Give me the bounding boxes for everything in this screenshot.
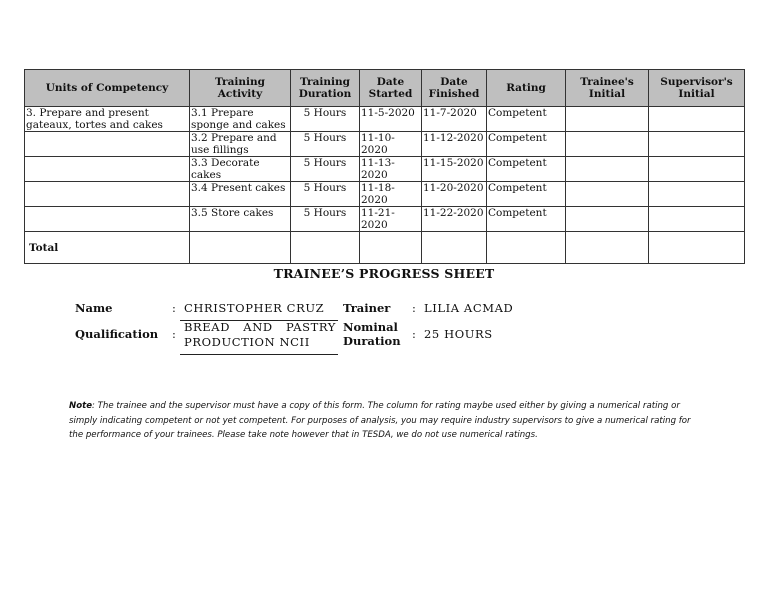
qualification-value-line2: PRODUCTION NCII xyxy=(184,335,310,349)
name-colon: : xyxy=(172,301,176,315)
cell-date-started: 11-5-2020 xyxy=(360,107,422,132)
cell-supervisor-initial[interactable] xyxy=(649,157,745,182)
cell-date-started: 11-13-2020 xyxy=(360,157,422,182)
nominal-colon: : xyxy=(412,327,416,341)
cell-rating: Competent xyxy=(487,157,566,182)
nominal-duration-label-2: Duration xyxy=(343,334,401,348)
cell-trainee-initial[interactable] xyxy=(566,157,649,182)
table-header-row xyxy=(25,70,745,107)
header-date-started: Date Started xyxy=(360,70,422,107)
cell-rating: Competent xyxy=(487,107,566,132)
cell-unit xyxy=(25,182,190,207)
total-cell xyxy=(487,232,566,264)
cell-unit xyxy=(25,157,190,182)
header-rating: Rating xyxy=(487,70,566,107)
cell-unit: 3. Prepare and present gateaux, tortes and cakes xyxy=(25,107,190,132)
note-label: Note xyxy=(69,401,93,411)
qualification-colon: : xyxy=(172,327,176,341)
note-paragraph xyxy=(69,399,699,443)
table-row xyxy=(25,182,745,207)
cell-trainee-initial[interactable] xyxy=(566,107,649,132)
table-row xyxy=(25,107,745,132)
total-row xyxy=(25,232,745,264)
table-row xyxy=(25,132,745,157)
cell-date-finished: 11-22-2020 xyxy=(422,207,487,232)
table-row xyxy=(25,157,745,182)
cell-duration: 5 Hours xyxy=(291,157,360,182)
qualification-label: Qualification xyxy=(75,327,159,341)
total-cell xyxy=(566,232,649,264)
cell-date-started: 11-18-2020 xyxy=(360,182,422,207)
cell-duration: 5 Hours xyxy=(291,132,360,157)
trainer-label: Trainer xyxy=(343,301,391,315)
cell-unit xyxy=(25,207,190,232)
cell-date-finished: 11-7-2020 xyxy=(422,107,487,132)
note-text: : The trainee and the supervisor must have a copy of this form. The column for rating maybe used either by giving a numerical rating or simply indicating competent or not yet competent. For purposes of analysis, you may require industry supervisors to give a numerical rating for the performance of your trainees. Please take note however that in TESDA, we do not use numerical ratings. xyxy=(69,401,691,440)
cell-date-started: 11-21-2020 xyxy=(360,207,422,232)
total-cell xyxy=(291,232,360,264)
qualification-value-line1: BREAD AND PASTRY xyxy=(184,320,336,334)
cell-trainee-initial[interactable] xyxy=(566,132,649,157)
header-trainee-initial: Trainee's Initial xyxy=(566,70,649,107)
qualification-underline xyxy=(180,354,338,355)
total-label: Total xyxy=(25,232,190,264)
sheet-title: TRAINEE’S PROGRESS SHEET xyxy=(273,266,495,281)
trainer-value: LILIA ACMAD xyxy=(424,301,514,315)
header-supervisor-initial: Supervisor's Initial xyxy=(649,70,745,107)
cell-date-finished: 11-12-2020 xyxy=(422,132,487,157)
cell-duration: 5 Hours xyxy=(291,182,360,207)
progress-table xyxy=(24,69,745,264)
cell-duration: 5 Hours xyxy=(291,107,360,132)
header-date-finished: Date Finished xyxy=(422,70,487,107)
cell-rating: Competent xyxy=(487,182,566,207)
cell-rating: Competent xyxy=(487,132,566,157)
trainer-colon: : xyxy=(412,301,416,315)
cell-activity: 3.2 Prepare and use fillings xyxy=(190,132,291,157)
name-label: Name xyxy=(75,301,113,315)
table-row xyxy=(25,207,745,232)
cell-duration: 5 Hours xyxy=(291,207,360,232)
cell-rating: Competent xyxy=(487,207,566,232)
cell-supervisor-initial[interactable] xyxy=(649,132,745,157)
total-cell xyxy=(360,232,422,264)
header-training-duration: Training Duration xyxy=(291,70,360,107)
name-value: CHRISTOPHER CRUZ xyxy=(184,301,325,315)
total-cell xyxy=(422,232,487,264)
header-training-activity: Training Activity xyxy=(190,70,291,107)
cell-activity: 3.1 Prepare sponge and cakes xyxy=(190,107,291,132)
header-units-of-competency: Units of Competency xyxy=(25,70,190,107)
cell-activity: 3.5 Store cakes xyxy=(190,207,291,232)
cell-activity: 3.3 Decorate cakes xyxy=(190,157,291,182)
nominal-duration-label-1: Nominal xyxy=(343,320,398,334)
total-cell xyxy=(190,232,291,264)
cell-supervisor-initial[interactable] xyxy=(649,107,745,132)
cell-date-started: 11-10-2020 xyxy=(360,132,422,157)
cell-date-finished: 11-20-2020 xyxy=(422,182,487,207)
total-cell xyxy=(649,232,745,264)
cell-supervisor-initial[interactable] xyxy=(649,182,745,207)
cell-unit xyxy=(25,132,190,157)
nominal-duration-value: 25 HOURS xyxy=(424,327,493,341)
cell-trainee-initial[interactable] xyxy=(566,207,649,232)
cell-trainee-initial[interactable] xyxy=(566,182,649,207)
cell-supervisor-initial[interactable] xyxy=(649,207,745,232)
cell-date-finished: 11-15-2020 xyxy=(422,157,487,182)
cell-activity: 3.4 Present cakes xyxy=(190,182,291,207)
